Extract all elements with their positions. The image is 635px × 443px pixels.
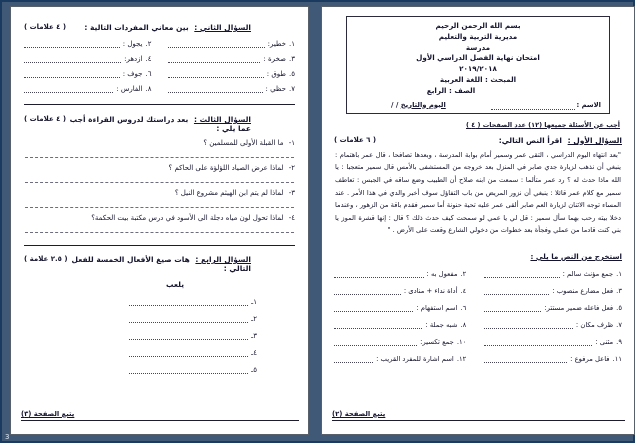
- extraction-item-label: مثنى :: [595, 337, 614, 346]
- verb-blank-number: ٤ـ: [251, 349, 257, 357]
- exam-page-2: [321, 6, 635, 435]
- extraction-item: [334, 321, 466, 329]
- five-verbs-blanks: [24, 298, 295, 374]
- extraction-item: [334, 270, 466, 278]
- comprehension-question: [24, 139, 295, 158]
- target-verb: يلعب: [165, 280, 185, 289]
- question-2-label: السؤال الثاني :: [194, 23, 251, 32]
- answer-line: [25, 222, 294, 233]
- student-name-blank: [491, 103, 575, 110]
- page-3-continue-label: يتبع الصفحة (٣): [21, 410, 75, 418]
- question-4-title: [68, 255, 251, 273]
- extraction-item: [484, 287, 622, 295]
- question-4-header: [24, 255, 295, 273]
- student-identity-row: [355, 100, 601, 110]
- extraction-item-number: ٤.: [460, 286, 467, 295]
- extraction-item-number: ٧.: [616, 320, 622, 329]
- extraction-item-label: فعل مضارع منصوب :: [552, 286, 614, 295]
- vocabulary-item-word: حظي :: [265, 85, 286, 93]
- answer-blank: [484, 321, 573, 329]
- date-slashes: / /: [391, 100, 399, 109]
- basmala-line: بسم الله الرحمن الرحيم: [435, 21, 521, 30]
- exam-note: أجب عن الأسئلة جميعها (١٢) عدد الصفحات ( ٤ ): [466, 120, 620, 129]
- answer-line: [25, 197, 294, 208]
- question-3-header: [24, 115, 295, 133]
- extraction-item: [484, 304, 622, 312]
- page-3-footer-rule: [21, 401, 299, 421]
- vocabulary-item-word: طوق :: [266, 70, 286, 78]
- answer-blank: [129, 332, 248, 340]
- answer-blank: [334, 270, 424, 278]
- vocabulary-item-number: ٢.: [145, 40, 152, 48]
- page-2-continue-label: يتبع الصفحة (٢): [332, 410, 386, 418]
- verb-blank-row: [129, 315, 257, 323]
- verb-blank-number: ٥ـ: [251, 366, 257, 374]
- verb-blank-row: [129, 332, 257, 340]
- extraction-item-number: ٨.: [460, 320, 467, 329]
- question-3-label: السؤال الثالث :: [193, 115, 251, 124]
- subject-line: المبحث : اللغة العربية: [439, 74, 517, 84]
- answer-blank: [24, 85, 113, 93]
- comprehension-question: [24, 164, 295, 183]
- extraction-item-label: مفعول به :: [426, 269, 458, 278]
- vocabulary-item-word: خطير:: [267, 40, 286, 48]
- vocabulary-item-word: يجول :: [122, 40, 143, 48]
- comprehension-question: [24, 214, 295, 233]
- date-field: [391, 100, 446, 110]
- answer-blank: [484, 338, 592, 346]
- comprehension-question-text: [24, 189, 295, 197]
- question-2-header: [24, 23, 295, 32]
- verb-blank-row: [129, 298, 257, 306]
- answer-blank: [484, 355, 567, 363]
- answer-blank: [334, 355, 373, 363]
- answer-blank: [168, 55, 261, 63]
- answer-blank: [484, 304, 541, 312]
- answer-blank: [334, 287, 401, 295]
- answer-blank: [484, 270, 559, 278]
- vocabulary-item-number: ٧.: [289, 85, 295, 93]
- comprehension-question-body: ما القبلة الأولى للمسلمين ؟: [203, 139, 284, 147]
- vocabulary-item: [168, 70, 296, 78]
- vocabulary-item: [168, 40, 296, 48]
- question-2-instruction: بين معاني المفردات التالية :: [84, 23, 189, 32]
- question-2-marks: ( ٤ علامات ): [24, 23, 67, 31]
- question-1-title: [499, 136, 622, 145]
- verb-blank-row: [129, 349, 257, 357]
- extraction-item: [334, 304, 466, 312]
- vocabulary-item: [24, 40, 152, 48]
- question-3-title: [66, 115, 251, 133]
- comprehension-question-body: لماذا لم يتم ابن الهيثم مشروع النيل ؟: [174, 189, 284, 197]
- grade-line: الصف : الرابع: [426, 85, 476, 95]
- extraction-item: [484, 270, 622, 278]
- answer-line: [25, 147, 294, 158]
- vocabulary-item-word: صخرة :: [263, 55, 286, 63]
- question-2-title: [84, 23, 251, 32]
- answer-blank: [168, 70, 264, 78]
- verb-blank-number: ٣ـ: [251, 332, 257, 340]
- extraction-item-label: جمع تكسير:: [420, 337, 454, 346]
- comprehension-questions: [24, 139, 295, 233]
- section-divider: [24, 104, 295, 105]
- question-3-instruction: بعد دراستك لدروس القراءة أجب عما يلي :: [69, 115, 251, 133]
- extraction-item-label: فعل فاعله ضمير مستتر:: [544, 303, 614, 312]
- comprehension-question-number: ٤-: [288, 214, 295, 222]
- question-1-instruction: اقرأ النص التالي:: [498, 135, 563, 145]
- vocabulary-item-number: ٤.: [145, 55, 152, 63]
- answer-line: [25, 172, 294, 183]
- exam-title-line: امتحان نهاية الفصل الدراسي الأول: [416, 53, 540, 63]
- answer-blank: [129, 349, 248, 357]
- extraction-item-number: ١.: [616, 269, 622, 278]
- answer-blank: [24, 55, 121, 63]
- extraction-list: [334, 270, 622, 363]
- vocabulary-item: [24, 55, 152, 63]
- extraction-item-number: ١٠.: [456, 337, 467, 346]
- comprehension-question-number: ١-: [288, 139, 295, 147]
- vocabulary-item-number: ٣.: [289, 55, 295, 63]
- date-label: اليوم والتاريخ: [400, 100, 446, 109]
- comprehension-question-body: لماذا تحول لون مياه دجلة الى الأسود في درس مكتبة بيت الحكمة؟: [91, 214, 284, 222]
- comprehension-question-number: ٣-: [288, 189, 295, 197]
- answer-blank: [129, 298, 248, 306]
- student-name-label: الاسم :: [576, 100, 601, 109]
- reading-passage: "بعد انتهاء اليوم الدراسي ، التقى عمر وسمير أمام بوابة المدرسة ، وبعدها تصافحا ، قال عمر باهتمام : ينبغي أن نذهب لزيارة جدي صابر في المنزل بعد خروجه من المستشفى بالأمس قال سمير متعجبا : يا الله ماذا حدث له ؟ رد عمر متألما : سمعت من ابنه صلاح أن الطبيب وضع ساقه في الجبس : تعاطف سمير مع كلام عمر قائلا : ينبغي أن نزور المريض من باب التفاؤل سوف أخبر والدي في هذا الأمر . عند المساء توجه الاثنان لزيارة العم صابر ألقى عمر عليه تحية حنونة أما سمير فقدم باقة من الزهور ، وعندما دخلا بيته رحب بهما سأل سمير : قل لي يا عمي لو سمحت كيف حدث ذلك ؟ قال : إنها قشرة الموز يا بني كنت قادما من عملي وفجأة بعد خطوات من دخولي الشارع وقعت على الأرض . ": [335, 150, 621, 235]
- student-name-field: [491, 100, 601, 110]
- school-year-line: ٢٠١٩/٢٠١٨: [459, 64, 497, 74]
- question-1-label: السؤال الأول :: [567, 135, 622, 145]
- page-2-footer-rule: [332, 401, 625, 421]
- extraction-item-label: أداة نداء + منادى :: [403, 286, 458, 295]
- answer-blank: [24, 40, 120, 48]
- school-line: مدرسة: [465, 42, 491, 52]
- extraction-item: [334, 287, 466, 295]
- verb-blank-row: [129, 366, 257, 374]
- answer-blank: [24, 70, 120, 78]
- question-4-label: السؤال الرابع :: [195, 255, 251, 264]
- answer-blank: [129, 366, 248, 374]
- extraction-item-label: اسم اشارة للمفرد القريب :: [376, 354, 454, 363]
- vocabulary-item-word: الفارس :: [116, 85, 143, 93]
- comprehension-question-text: [24, 139, 295, 147]
- extraction-item: [484, 338, 622, 346]
- vocabulary-item-word: جوف :: [122, 70, 143, 78]
- extraction-item-number: ٩.: [616, 337, 622, 346]
- question-4-marks: ( ٢.٥ علامة ): [24, 255, 68, 263]
- question-4-instruction: هات صيغ الأفعال الخمسة للفعل التالي :: [71, 255, 251, 273]
- extraction-item: [334, 355, 466, 363]
- question-1-header: [334, 136, 622, 145]
- exam-page-3: [10, 6, 309, 435]
- extraction-item-number: ٢.: [460, 269, 467, 278]
- comprehension-question-body: لماذا عرض الصياد اللؤلؤة على الحاكم ؟: [168, 164, 284, 172]
- answer-blank: [168, 40, 265, 48]
- extraction-item-label: جمع مؤنث سالم :: [562, 269, 614, 278]
- extraction-item-number: ٥.: [616, 303, 622, 312]
- directorate-line: مديرية التربية والتعليم: [438, 31, 518, 41]
- vocabulary-item-number: ٥.: [289, 70, 295, 78]
- vocabulary-item-number: ٦.: [145, 70, 152, 78]
- answer-blank: [334, 304, 413, 312]
- comprehension-question-number: ٢-: [288, 164, 295, 172]
- extraction-item-label: ظرف مكان :: [575, 320, 614, 329]
- answer-blank: [484, 287, 549, 295]
- extraction-item: [484, 355, 622, 363]
- extraction-item-number: ١٢.: [456, 354, 467, 363]
- extraction-item-label: شبه جملة :: [425, 320, 458, 329]
- answer-blank: [129, 315, 248, 323]
- extraction-item-label: فاعل مرفوع :: [570, 354, 610, 363]
- answer-blank: [168, 85, 263, 93]
- extraction-item-number: ٦.: [460, 303, 467, 312]
- extraction-item: [334, 338, 466, 346]
- extraction-item-number: ١١.: [612, 354, 622, 363]
- vocabulary-item: [24, 70, 152, 78]
- vocabulary-item-number: ١.: [289, 40, 295, 48]
- vocabulary-item-number: ٨.: [145, 85, 152, 93]
- exam-header-box: [346, 16, 610, 114]
- vocabulary-item: [168, 85, 296, 93]
- section-divider: [24, 245, 295, 246]
- comprehension-question-text: [24, 164, 295, 172]
- extraction-item-number: ٣.: [616, 286, 622, 295]
- extraction-title: استخرج من النص ما يلي :: [530, 251, 622, 261]
- extraction-item-label: اسم استفهام :: [416, 303, 458, 312]
- answer-blank: [334, 321, 422, 329]
- extraction-item: [484, 321, 622, 329]
- verb-blank-number: ٢ـ: [251, 315, 257, 323]
- comprehension-question-text: [24, 214, 295, 222]
- verb-blank-number: ١ـ: [251, 298, 257, 306]
- vocabulary-list: [24, 40, 295, 93]
- comprehension-question: [24, 189, 295, 208]
- vocabulary-item: [168, 55, 296, 63]
- question-3-marks: ( ٤ علامات ): [24, 115, 67, 123]
- corner-page-indicator: 3: [5, 433, 10, 441]
- answer-blank: [334, 338, 417, 346]
- vocabulary-item: [24, 85, 152, 93]
- question-1-marks: ( ٦ علامات ): [334, 135, 377, 144]
- vocabulary-item-word: ازدهر:: [124, 55, 143, 63]
